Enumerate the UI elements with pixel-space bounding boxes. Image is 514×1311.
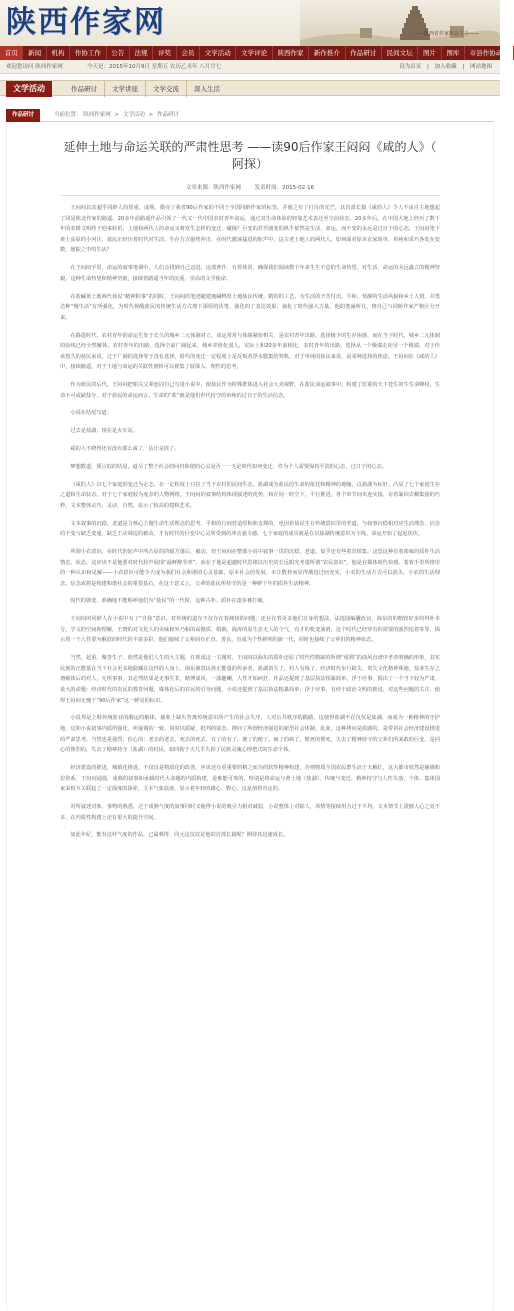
article-paragraph: 所谓小农意识，在时代的轮声中所凸显的的辐方落后，被动，但王闷闷在整部小说中叙事一贯的沉稳，老道，似乎还有些着晋缤集，这恐这种有着盐味的质朴生活情态，状态，这应该不是他要对时代轮声展现“最鲜醉劳率”，而在于他是超越时代思绪以历史的长远眼光考量所谓“农民意识”，他是在媒体时代快感，着着手里所推崇的一种认识和见解——小农意识可能令天成为我们社会和谐的心灵基础，原本社会的发展，未让数材而显得激进过而充实，小农的生活方式可以消失，小农的生活理念、信念或将是构建和谐社会的重要基石，在这个意义上，父辈的盐民所持守的是一种鲜千年的质朴生活精神。 [60, 548, 440, 587]
breadcrumb [54, 109, 179, 122]
nav-item[interactable]: 会员 [177, 46, 200, 60]
breadcrumb-bar [6, 109, 494, 122]
category-tag: 作品研讨 [6, 109, 40, 122]
article-paragraph: 咸的人不晓得还有没有那么咸了，估计是淡了。 [70, 446, 180, 452]
article-paragraph: 经济建设的推进，城镇化推进，不仅仅是物质化的改善，应该还有更重要的精之而为的软性精神构建，否则物质全国农民群生活于大解忙，这大都市依然是铺墙和拉铃系，王闷闷通篇，成熟的叙事和承载时代大命题的内质构建，是难能可贵的，特别是将命运与黄土地（盐湖）、传统与变迁，精神持守与人性失落，个体、集体国家荣相互关联起了一定深度的探索，文本气象浪涛，显示着年轻的雄心、野心，这是值得肯定的。 [60, 764, 440, 793]
nav-item[interactable]: 评奖 [153, 46, 176, 60]
nav-item[interactable]: 文学活动 [200, 46, 236, 60]
info-bar [0, 60, 500, 74]
nav-item[interactable]: 法规 [130, 46, 153, 60]
nav-item[interactable]: 市县作协动态 [465, 46, 514, 60]
article-paragraph: 时代的剧变、准确地不能称呼他们为“盐民”的一代时，这种古朴、质朴在逐步被打破。 [70, 598, 268, 605]
article-paragraph: 《咸的人》以七个家庭的变迁为走志，在一定程度上只拉了当下农村的民间生态，盐湖成为盐民的生命的依托和精神的地缘，以盐湖为标轩，凸显了七个家庭生存之道和生命状态，对于七个家庭较为庞杂的人物网络，王闷闷的叙事结构体现叙述的优势，和在同一时空下，平行推进，各个章节间未连实接，有着暴回去稠集接的巧秒，文本整体灵巧、灵动、自然，显示了较高的建构艺术。 [60, 481, 440, 509]
article-paragraph: 作为盐民的后代，王闷闷把相关父辈连同自己写进小说中，使盐民作为特殊群体进入社会大众视野，在盐民命运叙事中，构建了厚重的天下苍生的生生命峰权，生命不可或缺盐分，对于盐民的命运而言，生命的“盐”就是他们世代持守的单纯的过日子的生活信念。 [60, 382, 440, 399]
section-bar [0, 80, 500, 96]
breadcrumb-separator: > [148, 112, 154, 118]
breadcrumb-item-activities[interactable]: 文学活动 [122, 112, 145, 118]
breadcrumb-item-home[interactable]: 陕西作家网 [83, 112, 111, 118]
site-header [0, 0, 500, 46]
nav-item[interactable]: 新闻 [23, 46, 46, 60]
nav-item[interactable]: 图库 [442, 46, 465, 60]
subnav-item-exchange[interactable]: 文学交流 [146, 81, 187, 97]
article-paragraph: 在盐碱黄土地两代盐民“精神积事”的同时，王闷闷的笔迹随建地碱鸭厚土地盐民传统、精的的工艺，为生活的辛苦付出，平和、恬静的生活风貌和乡土人情，并勇达种“慢生活”有所强化，为时代视醒盐民的传统生活方式理下深厚的伏笔，强化的了表达效果，强化了时代强大力量，他的笔涵所在，将自己与同龄作家严格区分开来。 [60, 293, 440, 321]
set-homepage-link[interactable]: 设为首页 [399, 64, 422, 70]
nav-item[interactable]: 首页 [0, 46, 23, 60]
nav-item[interactable]: 文学评论 [236, 46, 272, 60]
add-favorite-link[interactable]: 加入收藏 [434, 64, 457, 70]
nav-item[interactable]: 民间文坛 [382, 46, 418, 60]
breadcrumb-item-works-review[interactable]: 作品研讨 [157, 112, 180, 118]
nav-item[interactable]: 图片 [418, 46, 441, 60]
article-paragraph: 王闷闷以其超乎同龄人的厚重、成熟，摄亮了我省90后作家的不同于全国同龄作家的标签，并使之有了打目的光芒，其首部长篇《咸的人》令人不由自主地想起了同是陕北作家的路遥。20多年前路遥作品引领了一代又一代中国农村青年命运，通过其生命体验的轻靠艺术表达至空前状态。20多年后，在中国大地上经历了数千年的农耕文明终于迎来转折，土地和两代人的命运又将发生怎样的变迁，碰撞？巨变的甚至剧变的纵乎依然是生活、命运，而不变的永远是过日子的心态，王闷闷笔下黄土高原的小河庄，盐民正经历着时代对生活、生存方式强势冲击，在时代激荡猛进的轮声中，这古老土地上的两代人，如何面对原本农家简单、单纯和乖巧各处在变数，愿振之中的生活？ [60, 205, 440, 254]
sitemap-link[interactable]: 网站地图 [469, 64, 492, 70]
pagoda-banner-image [300, 0, 500, 46]
article-title: 延伸土地与命运关联的严肃性思考 ——读90后作家王闷闷《咸的人》（ 阿探） [63, 140, 437, 171]
utility-links: 设为首页 | 加入收藏 | 网站地图 [399, 64, 492, 70]
nav-item[interactable]: 作协工作 [70, 46, 106, 60]
article-body [60, 203, 440, 848]
article-source: 文章来源：陕西作家网 [185, 185, 241, 191]
article-paragraph: 如此年纪，能有这样气度的作品，已属难得，同元这仅仅是他的首部长篇呢？期待其迅速成长。 [70, 832, 289, 839]
section-subnav [64, 81, 227, 97]
breadcrumb-separator: > [114, 112, 120, 118]
main-nav [0, 46, 509, 60]
nav-item[interactable]: 机构 [47, 46, 70, 60]
article-paragraph: 文本叙事的沉稳，老道是力核心主题生命生活理念的思考，平和的行间营造厚积和支撑的，也因着盐民生存传统意识里的孝道，与叙事沉稳相对应生活理念、信念的不变与缺乏变通，缺乏王动调适的被动，才有时代的巨变中心灵所受到的冲击强力感，七个家庭的成员就是在以盐湖传统意识为主线，命运开始了起起伏伏。 [60, 520, 440, 538]
site-logo[interactable]: 陕西作家网 [6, 5, 166, 40]
article-paragraph: 在王闷闷手里，命运的叙事笔调中，人们会找到自己迈进，这部著作，有着体常，确保我们阅读数千年来生生不息的生命热望，对生活、命运的永远鑫立的精神坚毅。这种生命热望和精神坚毅，接续着路遥当年的沉重、崇高的文学使命。 [60, 265, 440, 282]
article-meta [0, 183, 500, 191]
welcome-text: 欢迎您访问 陕西作家网 [6, 64, 63, 70]
article-paragraph: 对所叙述对象、事物的熟悉，过于成熟气度的叙事同时又使得小说的吸引力相对减弱，小说整体上对除人，风情等接续用力过于平均，文本情节上震撼人心之处不多，在内质性构建上还有很大的提升空间。 [60, 803, 440, 821]
article-paragraph: 当然，起重、聚善生子，依然是他们人生的大主题，在现成这一主题时，王闷闷以海东的质朴还原了时代性精缺的所谓“成熟”的曲风直谱序孝者明确的形象，其实民族的正能量在当下社会更多地隐藏在这样的人身上，海东被意民族正能量的传承者，盐湖消失了，村人有钱了，经济时代步行缺失、贵失文化精神珠地，盐业生存之谱解体后的对人，无所事事，其必然结果是无事生非，赌博成风，一波趣喇，人性开始病狂，作品还提到了基层执法相暴简单，浮于应事，揭出了一个当下较为严肃，重大的命题：经济时代的农民的教育问题，媒体化后的农民的引导问题，小说还提到了基层执法粗暴简单，浮于应事，有停于政治文明的推进，对这些问题的关注，使得王闷闷无愧于“90后作家”这一鲜亮的标识。 [60, 655, 440, 704]
subnav-item-lectures[interactable]: 文学讲座 [105, 81, 146, 97]
article-date: 发表时间：2015-02-16 [254, 185, 315, 191]
breadcrumb-prefix: 当前位置： [54, 112, 82, 118]
section-title[interactable]: 文学活动 [6, 81, 52, 97]
article-paragraph: 过去是盐湖，现在是火车站。 [70, 428, 138, 435]
subnav-item-works-review[interactable]: 作品研讨 [64, 81, 105, 97]
subnav-item-field-life[interactable]: 深入生活 [194, 85, 220, 93]
article-paragraph: 梦想数道，预言似的结尾，道尽了整个社会的回归和谐的心灵是否一一无论时代如何变迁，作为个人需要保持平淡的心态，过日子的心态。 [70, 463, 387, 470]
date-text: 今天是：2015年10月9日 星期五 农历乙未年 八月廿七 [87, 64, 222, 70]
nav-item[interactable]: 公告 [107, 46, 130, 60]
nav-item[interactable]: 作品研讨 [346, 46, 382, 60]
article-paragraph: 小说在结尾写道： [70, 410, 112, 417]
title-divider [60, 195, 440, 196]
nav-item[interactable]: 陕西作家 [273, 46, 309, 60]
article-paragraph: 小说界是上鞋传统盐业的醒运的解体，抽象上缺失背离传统意识所产生的社会失序，人对公共秩序的践踏，这使得盐湖不在仅仅是盐湖，而成为一种精神的守护地，这和小说叙事内质所强化，所强调的一致，同时以质疑，批判的姿态，拷问了所谓经济强进的新型社会体制，乱象，这种拷问是质感的，是带着社会经济建设推进的严肃思考，当然也是强烈，俗心的：老去的老去，死去的死去，有了的有了，便了的便了，疯了的疯了，惯死的惯死，失去了精神持守的父辈们所来敢的巨变，是同心的惨烈的，失去了精神持守（盐湖）的村民，如同拘于天几乎失掉了民族灵魂心理把式的生命个体。 [60, 715, 440, 754]
site-slogan: ——陕西省作家协会主办—— [414, 31, 480, 37]
article-paragraph: 在路遥时代，农村青年的命运生发于长久的城乡二元体制对立，命运常常与体制紧密相关，是农村青年出路、选择极少的生存困惑，而在当下时代，城乡二元体制的弦线已经全然解体，农村青年的出路、选择空前广阔起来，城乡差值化弱人，实际上和20多年前相比，农村青年的出路、选择从一个极端走向另一个极端，对于传承悠久的盐民来说，过于广阔的选择等于没有选择，时代的变迁一定程度上是反叛者浮水膜集的契机，对于单纯的盐民来说，是某种选择的焦虑，王闷闷在《咸的人》中，接续路遥，对于土地与命运的关联性剖析可以视集了较深入、理性的思考。 [60, 332, 440, 371]
article-paragraph: 王闷闷的同龄人在小说中有了“自我”意识，对传统的道存不仅存在着痛快的问题，还存在着更多他们自身的想法，法选圆编囊改良，海东的的精较好步的得朴本分，学文的空间和理解，王晓的对文化人的美味和外乃和的高傲质、婚姻，海涛的原生态无人的个气，有才的机变油滑，这个时代已经穿有的需要的强烈追着等等，揭示着一个人性要为解放的时代的丰富多彩，他们接续了父辈固有正直、善良，有成为个性鲜明的新一代，同时也接续了父辈们的精神状态。 [60, 616, 440, 644]
nav-item[interactable]: 新作推介 [309, 46, 345, 60]
